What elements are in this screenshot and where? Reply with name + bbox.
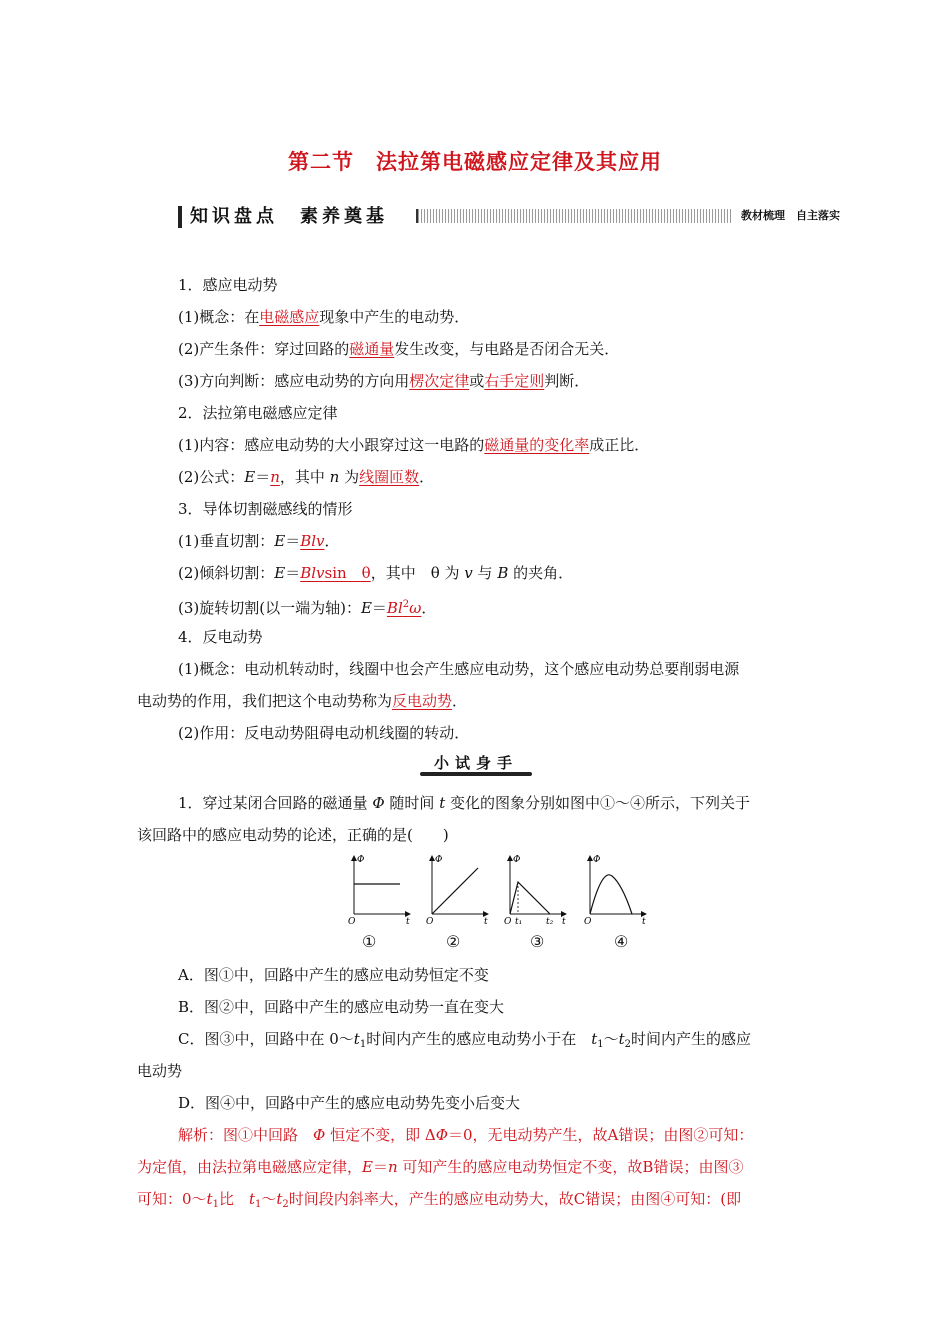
option-c-line2: 电动势 <box>137 1062 183 1080</box>
heading-back-emf: 4．反电动势 <box>178 628 263 646</box>
svg-text:O: O <box>426 917 434 924</box>
banner-label: 知识盘点 素养奠基 <box>178 206 398 228</box>
graph-3 <box>504 855 566 924</box>
s1-concept: (1)概念：在电磁感应现象中产生的电动势． <box>178 308 470 326</box>
svg-text:Φ: Φ <box>593 855 601 865</box>
flux-graphs-figure <box>340 852 660 924</box>
answer-blank: 磁通量的变化率 <box>484 436 590 454</box>
section-banner <box>178 206 844 228</box>
svg-text:t: t <box>562 917 566 924</box>
s1-direction: (3)方向判断：感应电动势的方向用楞次定律或右手定则判断． <box>178 372 590 390</box>
graph-label-4: ④ <box>614 932 629 951</box>
option-b: B．图②中，回路中产生的感应电动势一直在变大 <box>178 998 505 1016</box>
graph-label-3: ③ <box>530 932 545 951</box>
heading-induced-emf: 1．感应电动势 <box>178 276 278 294</box>
s3-perpendicular: (1)垂直切割：E＝Blv． <box>178 532 340 550</box>
answer-blank: 电磁感应 <box>259 308 320 326</box>
answer-blank: Blv <box>300 532 325 550</box>
svg-text:O: O <box>348 917 356 924</box>
graph-label-2: ② <box>446 932 461 951</box>
s1-condition: (2)产生条件：穿过回路的磁通量发生改变，与电路是否闭合无关． <box>178 340 620 358</box>
solution-line3: 可知：$0\sim t_1$比 $t_1\sim t_2$时间段内斜率大，产生的感应电动势大，故C错误；由图④可知：(即 <box>137 1190 742 1210</box>
graph-2 <box>426 855 488 924</box>
svg-text:t₁: t₁ <box>515 917 523 924</box>
svg-text:t: t <box>484 917 488 924</box>
answer-blank: 磁通量 <box>349 340 395 358</box>
s4-effect: (2)作用：反电动势阻碍电动机线圈的转动． <box>178 724 470 742</box>
s3-oblique: (2)倾斜切割：E＝Blvsin θ，其中 θ 为 v 与 B 的夹角． <box>178 564 574 582</box>
answer-blank: 反电动势 <box>392 692 453 710</box>
answer-blank: 楞次定律 <box>409 372 470 390</box>
svg-text:Φ: Φ <box>435 855 443 865</box>
svg-text:t: t <box>406 917 410 924</box>
svg-text:Φ: Φ <box>357 855 365 865</box>
solution-line2: 为定值，由法拉第电磁感应定律，E＝n 可知产生的感应电动势恒定不变，故B错误；由图③ <box>137 1158 744 1176</box>
page-title: 第二节 法拉第电磁感应定律及其应用 <box>288 150 662 174</box>
graph-4 <box>584 855 646 924</box>
solution-line1: 解析：图①中回路 Φ 恒定不变，即 ΔΦ＝0，无电动势产生，故A错误；由图②可知： <box>178 1126 754 1144</box>
s4-concept-line1: (1)概念：电动机转动时，线圈中也会产生感应电动势，这个感应电动势总要削弱电源 <box>178 660 740 678</box>
graph-1 <box>348 855 410 924</box>
s4-concept-line2: 电动势的作用，我们把这个电动势称为反电动势． <box>137 692 468 710</box>
answer-blank: n <box>270 468 280 486</box>
svg-text:O: O <box>584 917 592 924</box>
q1-stem-line2: 该回路中的感应电动势的论述，正确的是( ) <box>137 826 449 844</box>
option-c-line1: C．图③中，回路中在 $0\sim t_1$时间内产生的感应电动势小于在 $t_1\sim t_2$时间内产生的感应 <box>178 1030 752 1050</box>
svg-text:t₂: t₂ <box>546 917 554 924</box>
option-d: D．图④中，回路中产生的感应电动势先变小后变大 <box>178 1094 521 1112</box>
answer-blank: Blvsin θ <box>300 564 371 582</box>
answer-blank: 线圈匝数 <box>359 468 420 486</box>
s2-content: (1)内容：感应电动势的大小跟穿过这一电路的磁通量的变化率成正比． <box>178 436 650 454</box>
svg-text:t: t <box>642 917 646 924</box>
q1-stem-line1: 1．穿过某闭合回路的磁通量 Φ 随时间 t 变化的图象分别如图中①～④所示，下列关于 <box>178 794 750 812</box>
graph-label-1: ① <box>362 932 377 951</box>
banner-tag: 教材梳理 自主落实 <box>733 207 844 225</box>
svg-text:Φ: Φ <box>513 855 521 865</box>
answer-blank: 右手定则 <box>484 372 545 390</box>
try-it-heading: 小试身手 <box>416 752 536 773</box>
heading-cutting-field-lines: 3．导体切割磁感线的情形 <box>178 500 353 518</box>
answer-blank: Bl$^2$ω <box>386 599 422 617</box>
option-a: A．图①中，回路中产生的感应电动势恒定不变 <box>178 966 489 984</box>
heading-underline <box>420 772 532 776</box>
heading-faraday-law: 2．法拉第电磁感应定律 <box>178 404 338 422</box>
svg-text:O: O <box>504 917 512 924</box>
s2-formula: (2)公式：E＝n，其中 n 为线圈匝数． <box>178 468 435 486</box>
s3-rotation: (3)旋转切割(以一端为轴)：$E=Bl^2\omega$． <box>178 599 437 617</box>
